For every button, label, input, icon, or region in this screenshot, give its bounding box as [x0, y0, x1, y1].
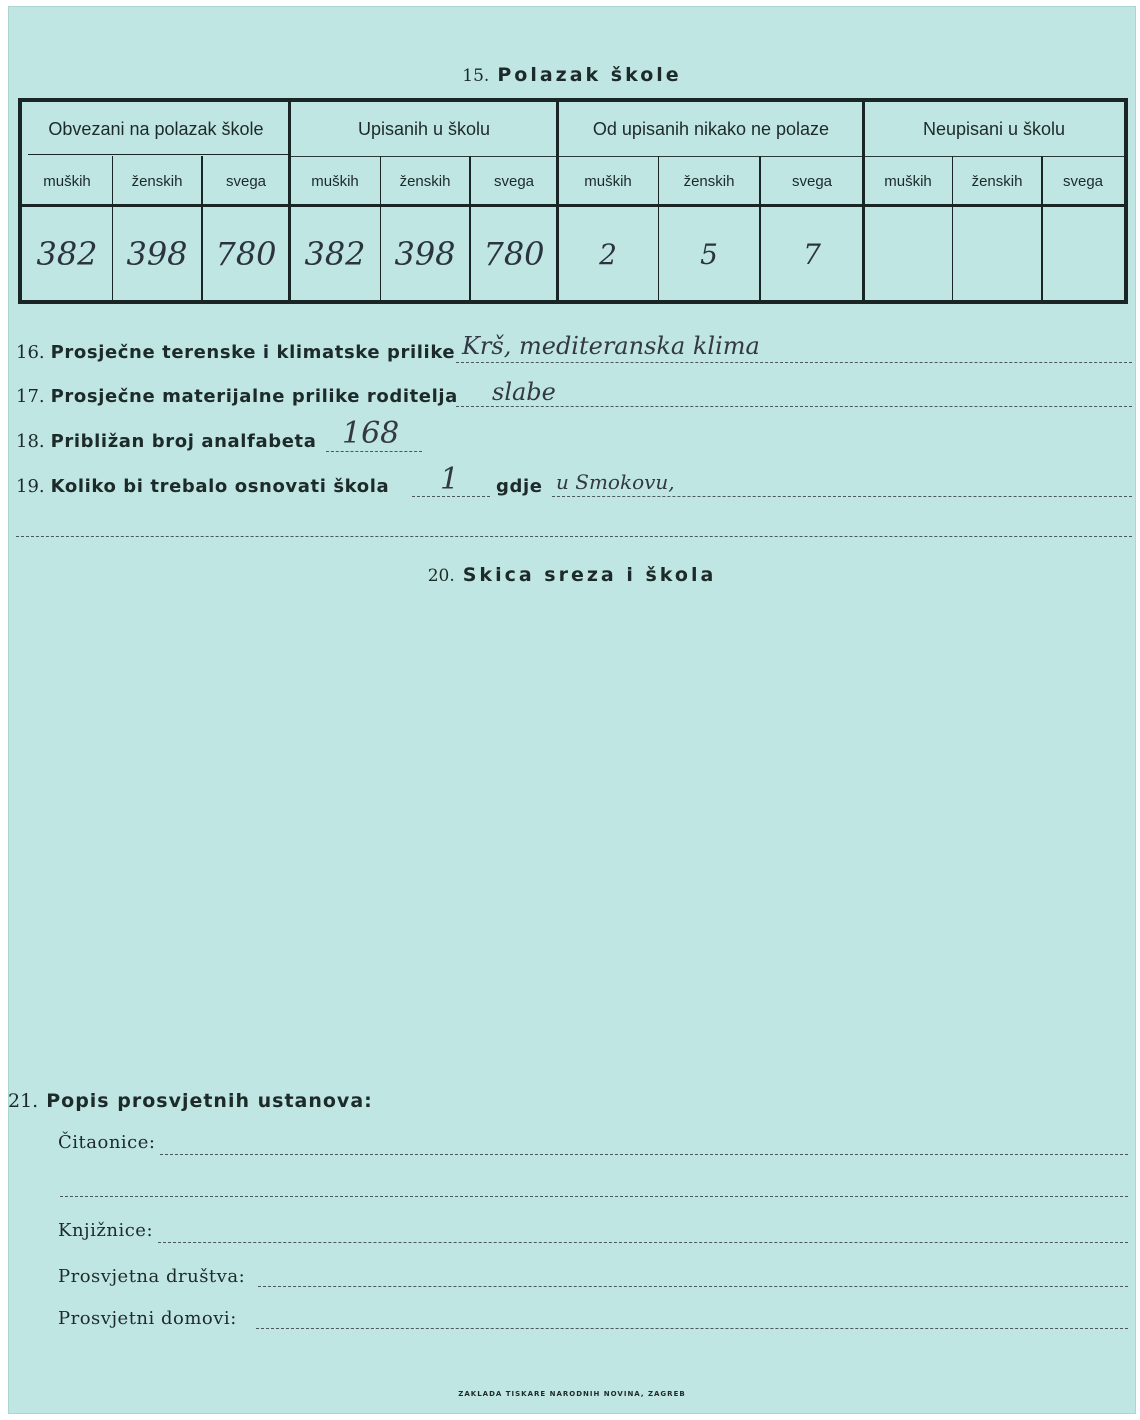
printer-imprint: ZAKLADA TISKARE NARODNIH NOVINA, ZAGREB	[458, 1390, 686, 1398]
value-total: 7	[803, 237, 821, 271]
value-male	[864, 208, 952, 300]
section-21-title: Popis prosvjetnih ustanova:	[46, 1090, 373, 1112]
question-16-label: Prosječne terenske i klimatske prilike	[50, 342, 456, 363]
field-line-reading-rooms[interactable]	[160, 1154, 1128, 1155]
field-label-libraries: Knjižnice:	[58, 1220, 154, 1241]
value-total: 780	[215, 235, 277, 273]
answer-19-count: 1	[440, 462, 460, 497]
rule	[288, 102, 291, 300]
rule	[28, 154, 290, 155]
field-label-educational-societies: Prosvjetna društva:	[58, 1266, 246, 1287]
answer-18: 168	[342, 416, 400, 451]
rule	[1041, 156, 1043, 300]
question-18	[16, 431, 316, 452]
question-19-where	[496, 476, 543, 497]
question-17-label: Prosječne materijalne prilike roditelja	[50, 386, 458, 407]
school-attendance-table	[18, 98, 1128, 304]
field-label-educational-homes: Prosvjetni domovi:	[58, 1308, 237, 1329]
question-17	[16, 386, 458, 407]
field-line-educational-societies[interactable]	[258, 1286, 1128, 1287]
group-title: Neupisani u školu	[864, 102, 1124, 157]
group-obligated	[22, 102, 290, 300]
question-19-where-label: gdje	[496, 476, 543, 497]
col-header-total: svega	[493, 172, 535, 190]
section-15-title: Polazak škole	[497, 64, 682, 86]
col-header-total: svega	[225, 172, 267, 190]
answer-line-16	[456, 362, 1132, 363]
question-17-number: 17.	[16, 386, 45, 407]
col-header-male: muških	[43, 172, 91, 190]
answer-17: slabe	[492, 378, 556, 406]
rule	[469, 156, 471, 300]
group-not-enrolled	[864, 102, 1124, 300]
question-18-label: Približan broj analfabeta	[50, 431, 317, 452]
question-16	[16, 342, 455, 363]
value-female	[952, 208, 1042, 300]
rule	[759, 156, 761, 300]
value-male: 2	[599, 237, 617, 271]
section-21-number: 21.	[8, 1090, 39, 1112]
value-male: 382	[36, 235, 98, 273]
section-20-title: Skica sreza i škola	[462, 564, 717, 586]
value-female: 398	[126, 235, 188, 273]
section-21-heading	[8, 1090, 373, 1112]
section-20-heading	[8, 564, 1136, 586]
col-header-female: ženskih	[683, 172, 735, 190]
col-header-male: muških	[311, 172, 359, 190]
value-male: 382	[304, 235, 366, 273]
section-15-heading	[8, 64, 1136, 86]
field-line-reading-rooms-continued[interactable]	[60, 1196, 1128, 1197]
rule	[862, 102, 865, 300]
rule	[112, 156, 113, 300]
answer-line-18	[326, 451, 422, 452]
col-header-total: svega	[1062, 172, 1104, 190]
col-header-female: ženskih	[131, 172, 183, 190]
rule	[556, 102, 559, 300]
answer-16: Krš, mediteranska klima	[462, 332, 760, 360]
question-16-number: 16.	[16, 342, 45, 363]
group-enrolled-not-attending	[558, 102, 864, 300]
group-enrolled	[290, 102, 558, 300]
col-header-female: ženskih	[399, 172, 451, 190]
group-title: Od upisanih nikako ne polaze	[558, 102, 864, 157]
col-header-male: muških	[584, 172, 632, 190]
rule	[952, 156, 953, 300]
value-female: 5	[700, 237, 718, 271]
value-total: 780	[483, 235, 545, 273]
col-header-male: muških	[884, 172, 932, 190]
field-label-reading-rooms: Čitaonice:	[58, 1132, 156, 1153]
group-title: Obvezani na polazak škole	[48, 118, 264, 139]
answer-19-where: u Smokovu,	[556, 470, 675, 494]
value-female: 398	[394, 235, 456, 273]
value-total	[1042, 208, 1124, 300]
question-19	[16, 476, 389, 497]
form-sheet	[8, 6, 1136, 1414]
rule	[658, 156, 659, 300]
col-header-total: svega	[791, 172, 833, 190]
field-line-libraries[interactable]	[158, 1242, 1128, 1243]
question-18-number: 18.	[16, 431, 45, 452]
answer-line-19-where	[552, 496, 1132, 497]
rule	[22, 204, 1124, 207]
answer-line-17	[456, 406, 1132, 407]
blank-line	[16, 536, 1132, 537]
question-19-label: Koliko bi trebalo osnovati škola	[50, 476, 390, 497]
question-19-number: 19.	[16, 476, 45, 497]
rule	[201, 156, 203, 300]
section-20-number: 20.	[427, 566, 455, 586]
field-line-educational-homes[interactable]	[256, 1328, 1128, 1329]
section-15-number: 15.	[462, 66, 490, 86]
group-title: Upisanih u školu	[290, 102, 558, 157]
rule	[380, 156, 381, 300]
col-header-female: ženskih	[971, 172, 1023, 190]
